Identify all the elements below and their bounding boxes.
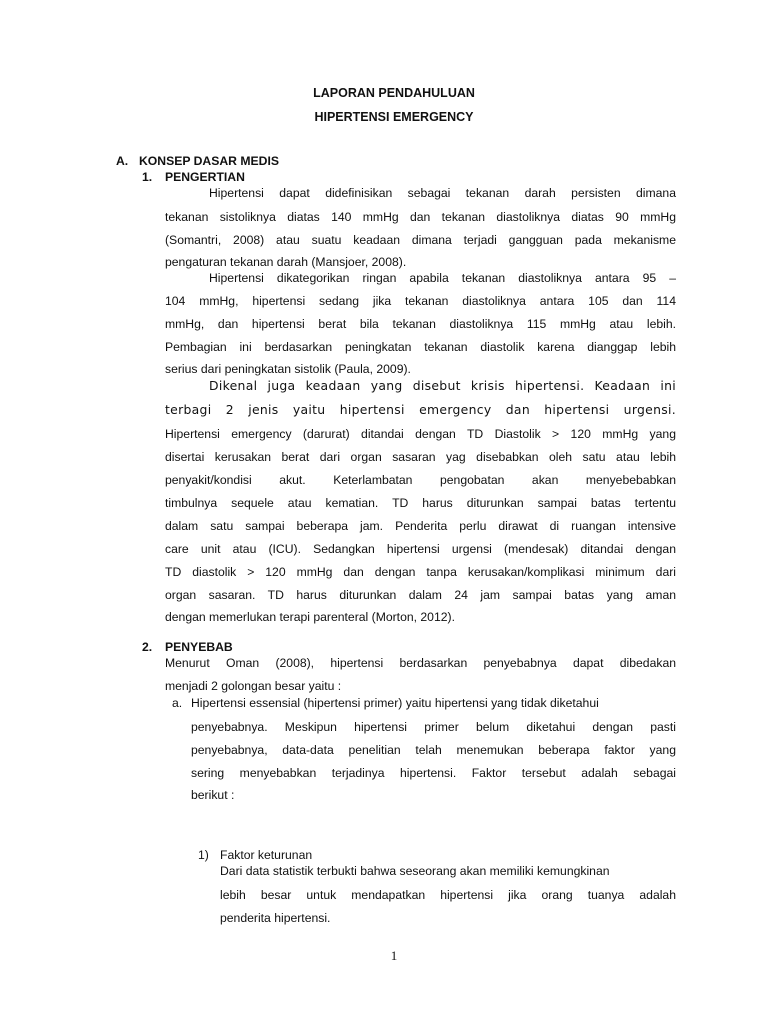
- paragraph-line: Hipertensi dapat didefinisikan sebagai tekanan darah persisten dimana: [209, 186, 676, 200]
- paragraph-line: organ sasaran. TD harus diturunkan dalam 24 jam sampai batas yang aman: [165, 588, 676, 602]
- paragraph-line: Dikenal juga keadaan yang disebut krisis hipertensi. Keadaan ini: [209, 378, 676, 393]
- paragraph-line: penyakit/kondisi akut. Keterlambatan pengobatan akan menyebebabkan: [165, 473, 676, 487]
- subsection-2-number: 2.: [142, 640, 153, 654]
- paragraph-line: Pembagian ini berdasarkan peningkatan tekanan diastolik karena dianggap lebih: [165, 340, 676, 354]
- paragraph-line: disertai kerusakan berat dari organ sasaran yag disebabkan oleh satu atau lebih: [165, 450, 676, 464]
- paragraph-line: serius dari peningkatan sistolik (Paula, 2009).: [165, 362, 411, 376]
- list-item-line: Dari data statistik terbukti bahwa seseorang akan memiliki kemungkinan: [220, 864, 610, 878]
- list-item-1-heading: Faktor keturunan: [220, 848, 313, 862]
- paragraph-line: dalam satu sampai beberapa jam. Penderita perlu dirawat di ruangan intensive: [165, 519, 676, 533]
- paragraph-line: tekanan sistoliknya diatas 140 mmHg dan tekanan diastoliknya diatas 90 mmHg: [165, 210, 676, 224]
- paragraph-line: TD diastolik > 120 mmHg dan dengan tanpa kerusakan/komplikasi minimum dari: [165, 565, 676, 579]
- list-item-line: lebih besar untuk mendapatkan hipertensi jika orang tuanya adalah: [220, 888, 676, 902]
- list-item-line: berikut :: [191, 788, 235, 802]
- paragraph-line: Hipertensi emergency (darurat) ditandai dengan TD Diastolik > 120 mmHg yang: [165, 427, 676, 441]
- paragraph-line: timbulnya sequele atau kematian. TD harus diturunkan sampai batas tertentu: [165, 496, 676, 510]
- paragraph-line: pengaturan tekanan darah (Mansjoer, 2008).: [165, 255, 407, 269]
- paragraph-line: dengan memerlukan terapi parenteral (Morton, 2012).: [165, 610, 455, 624]
- paragraph-line: menjadi 2 golongan besar yaitu :: [165, 679, 342, 693]
- subsection-1-number: 1.: [142, 170, 153, 184]
- paragraph-line: (Somantri, 2008) atau suatu keadaan dimana terjadi gangguan pada mekanisme: [165, 233, 676, 247]
- paragraph-line: Hipertensi dikategorikan ringan apabila tekanan diastoliknya antara 95 –: [209, 271, 676, 285]
- list-item-a-marker: a.: [172, 696, 183, 710]
- subsection-2-heading: PENYEBAB: [165, 640, 233, 654]
- list-item-line: Hipertensi essensial (hipertensi primer) yaitu hipertensi yang tidak diketahui: [191, 696, 599, 710]
- paragraph-line: mmHg, dan hipertensi berat bila tekanan diastoliknya 115 mmHg atau lebih.: [165, 317, 676, 331]
- list-item-line: penyebabnya, data-data penelitian telah menemukan beberapa faktor yang: [191, 743, 676, 757]
- page-number: 1: [390, 948, 398, 963]
- list-item-line: penyebabnya. Meskipun hipertensi primer belum diketahui dengan pasti: [191, 720, 676, 734]
- paragraph-line: terbagi 2 jenis yaitu hipertensi emergency dan hipertensi urgensi.: [165, 402, 676, 417]
- document-subtitle: HIPERTENSI EMERGENCY: [314, 110, 474, 124]
- list-item-1-marker: 1): [198, 848, 209, 862]
- document-title: LAPORAN PENDAHULUAN: [313, 86, 475, 100]
- section-a-number: A.: [116, 154, 129, 168]
- paragraph-line: Menurut Oman (2008), hipertensi berdasarkan penyebabnya dapat dibedakan: [165, 656, 676, 670]
- paragraph-line: care unit atau (ICU). Sedangkan hipertensi urgensi (mendesak) ditandai dengan: [165, 542, 676, 556]
- subsection-1-heading: PENGERTIAN: [165, 170, 245, 184]
- section-a-heading: KONSEP DASAR MEDIS: [139, 154, 279, 168]
- list-item-line: sering menyebabkan terjadinya hipertensi. Faktor tersebut adalah sebagai: [191, 766, 676, 780]
- list-item-line: penderita hipertensi.: [220, 911, 331, 925]
- paragraph-line: 104 mmHg, hipertensi sedang jika tekanan diastoliknya antara 105 dan 114: [165, 294, 676, 308]
